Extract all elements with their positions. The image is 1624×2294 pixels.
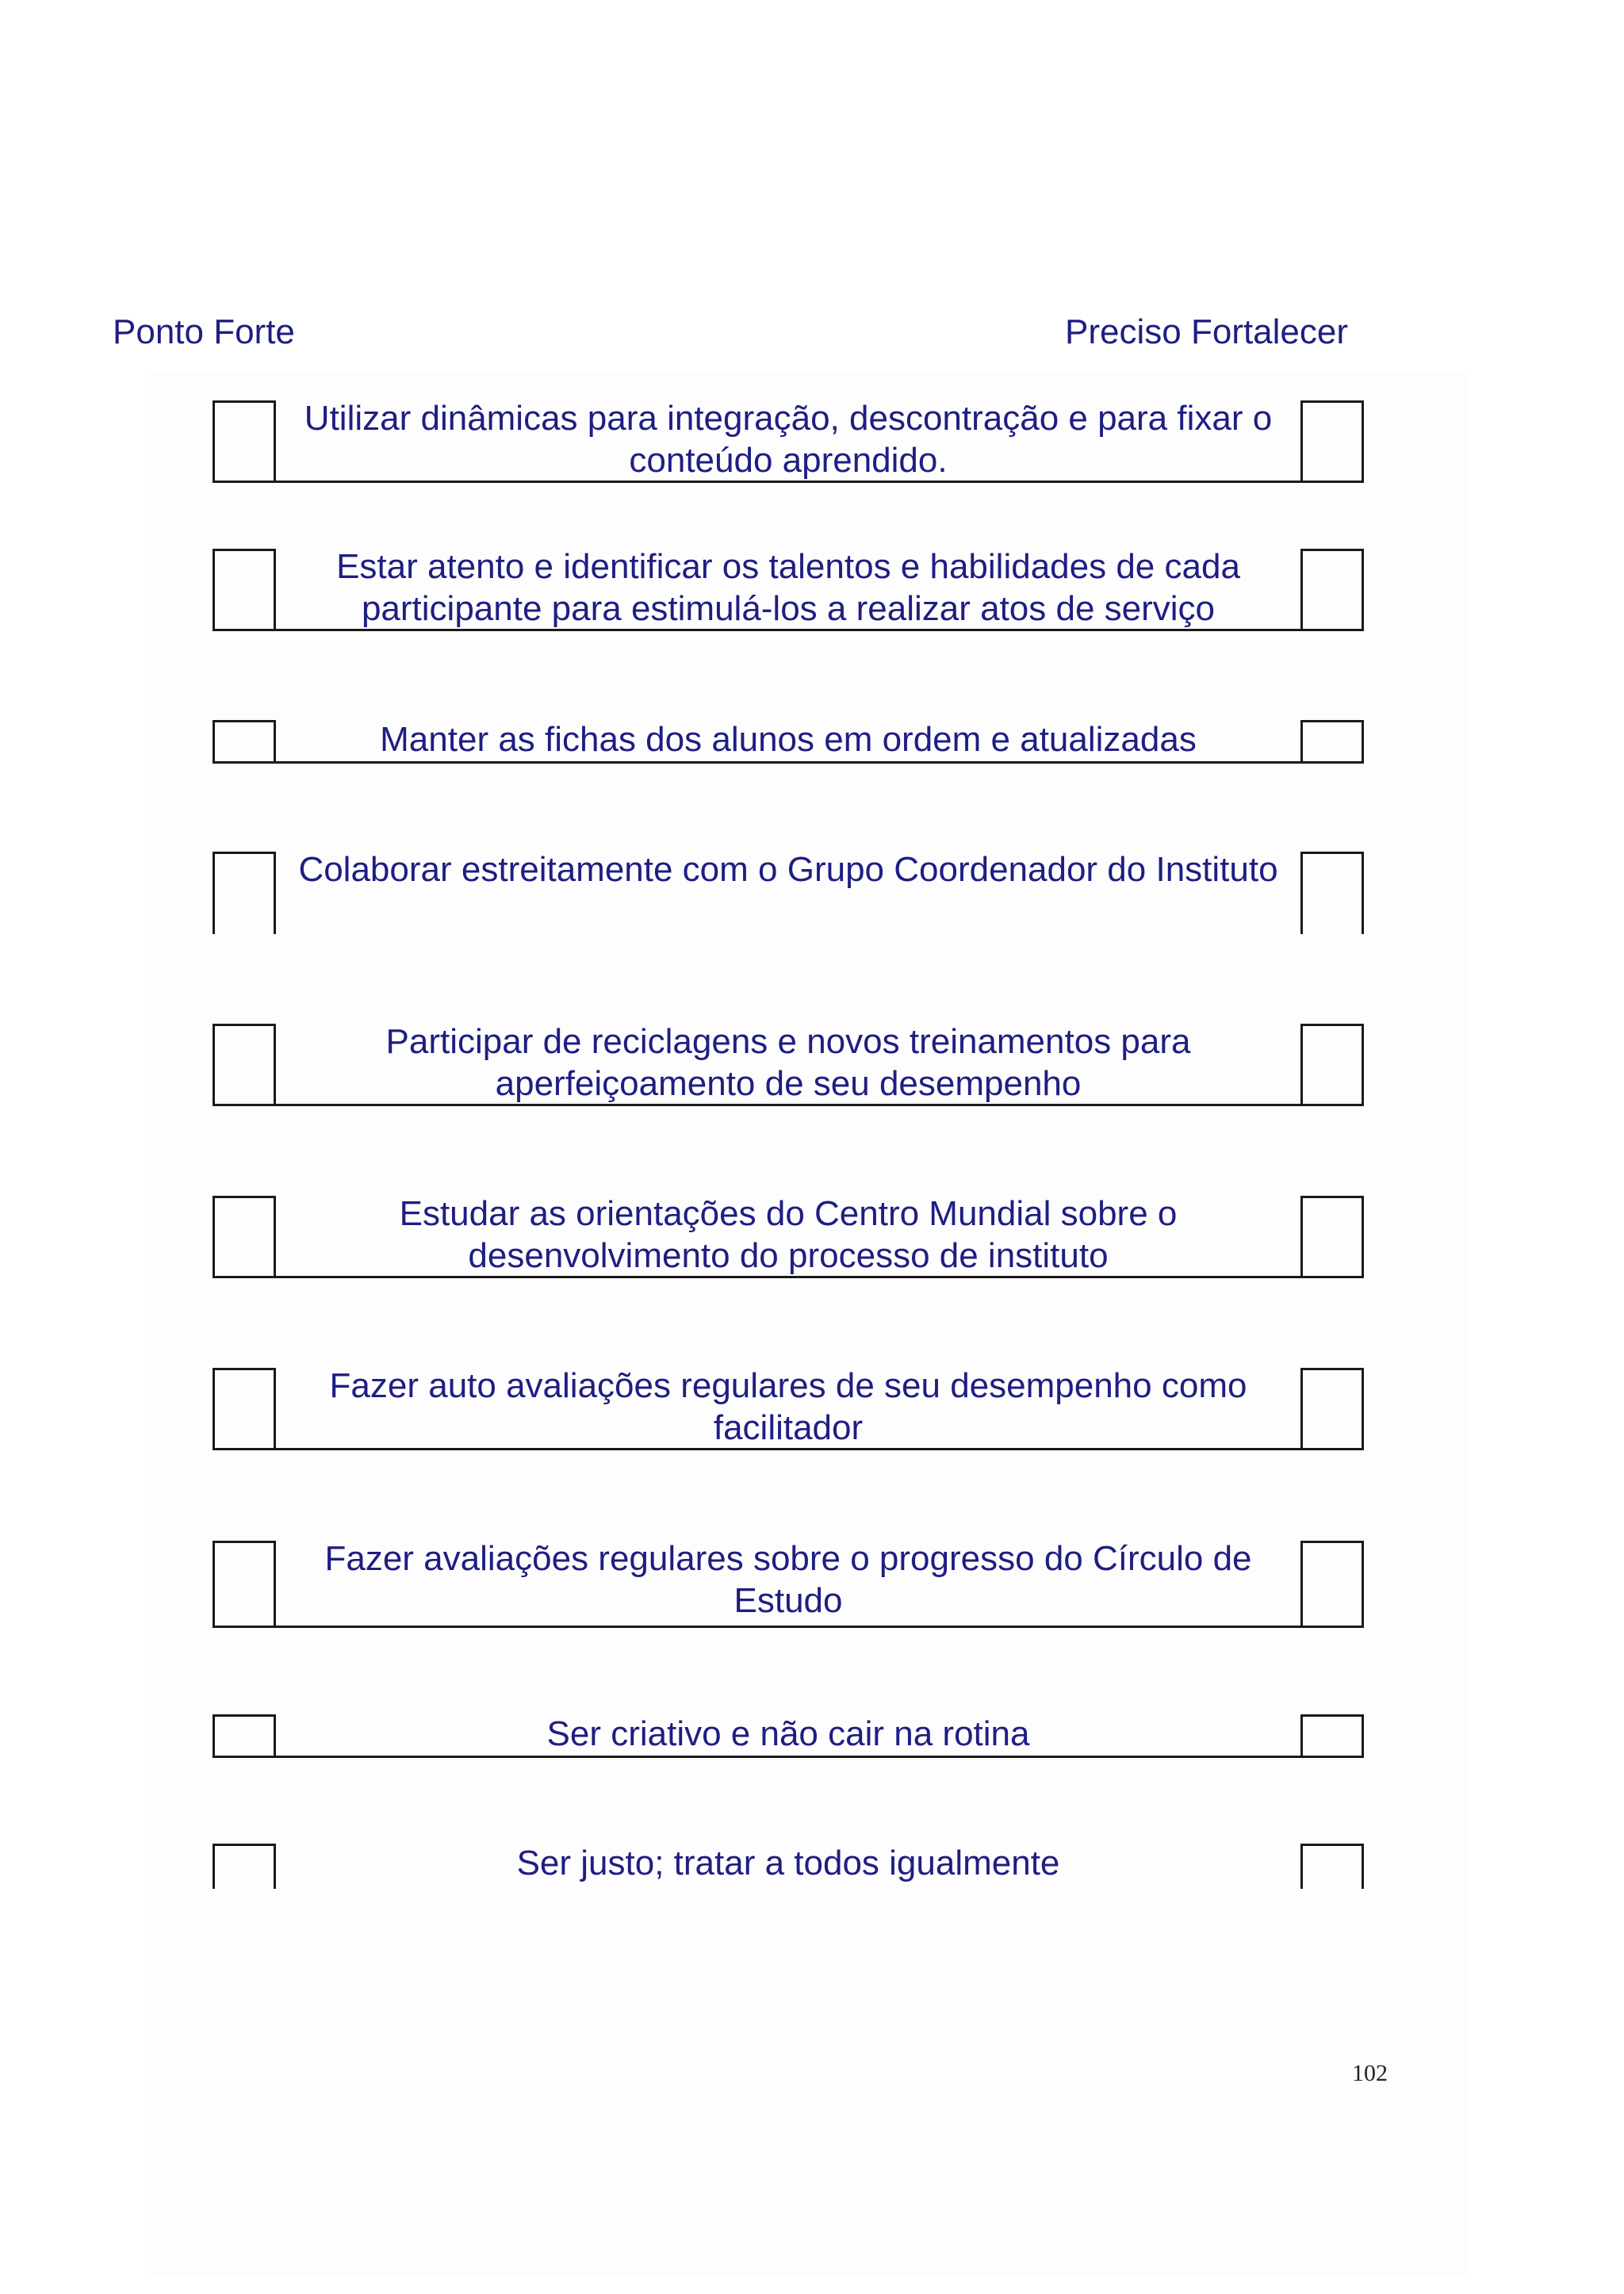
item-underline xyxy=(276,761,1300,764)
preciso-fortalecer-checkbox[interactable] xyxy=(1300,720,1364,764)
checklist-item xyxy=(213,1196,1364,1283)
item-text: Manter as fichas dos alunos em ordem e atualizadas xyxy=(380,720,1197,759)
checklist-item xyxy=(213,549,1364,636)
checklist-item xyxy=(213,1844,1364,1891)
preciso-fortalecer-checkbox[interactable] xyxy=(1300,1541,1364,1628)
checklist-item xyxy=(213,1714,1364,1762)
ponto-forte-checkbox[interactable] xyxy=(213,400,276,483)
ponto-forte-checkbox[interactable] xyxy=(213,852,276,934)
ponto-forte-checkbox[interactable] xyxy=(213,549,276,631)
item-underline xyxy=(276,481,1300,483)
item-text: Colaborar estreitamente com o Grupo Coordenador do Instituto xyxy=(298,850,1278,889)
checklist-item xyxy=(213,1541,1364,1630)
preciso-fortalecer-checkbox[interactable] xyxy=(1300,1844,1364,1889)
item-underline xyxy=(276,1104,1300,1106)
checklist-item xyxy=(213,1024,1364,1111)
checklist-item xyxy=(213,852,1364,939)
item-text: Participar de reciclagens e novos treinamentos para aperfeiçoamento de seu desempenho xyxy=(385,1022,1191,1103)
checklist-item xyxy=(213,1368,1364,1455)
ponto-forte-checkbox[interactable] xyxy=(213,1368,276,1450)
ponto-forte-checkbox[interactable] xyxy=(213,1196,276,1278)
item-text: Ser criativo e não cair na rotina xyxy=(546,1714,1030,1753)
item-text: Estar atento e identificar os talentos e habilidades de cada participante para estimulá-los a realizar atos de serviço xyxy=(336,547,1240,628)
preciso-fortalecer-checkbox[interactable] xyxy=(1300,1196,1364,1278)
preciso-fortalecer-checkbox[interactable] xyxy=(1300,549,1364,631)
item-underline xyxy=(276,1276,1300,1278)
item-text: Fazer auto avaliações regulares de seu desempenho como facilitador xyxy=(329,1366,1247,1447)
header-ponto-forte: Ponto Forte xyxy=(113,312,295,351)
preciso-fortalecer-checkbox[interactable] xyxy=(1300,1024,1364,1106)
ponto-forte-checkbox[interactable] xyxy=(213,720,276,764)
item-underline xyxy=(276,1448,1300,1450)
item-underline xyxy=(276,1626,1300,1628)
item-text: Fazer avaliações regulares sobre o progresso do Círculo de Estudo xyxy=(324,1539,1252,1620)
item-text: Estudar as orientações do Centro Mundial sobre o desenvolvimento do processo de instituto xyxy=(399,1194,1178,1275)
preciso-fortalecer-checkbox[interactable] xyxy=(1300,852,1364,934)
preciso-fortalecer-checkbox[interactable] xyxy=(1300,1714,1364,1758)
preciso-fortalecer-checkbox[interactable] xyxy=(1300,1368,1364,1450)
content-panel xyxy=(151,373,1467,2276)
page-number: 102 xyxy=(1352,2060,1388,2086)
ponto-forte-checkbox[interactable] xyxy=(213,1541,276,1628)
header-preciso-fortalecer: Preciso Fortalecer xyxy=(1065,312,1349,351)
item-text: Ser justo; tratar a todos igualmente xyxy=(516,1844,1060,1882)
ponto-forte-checkbox[interactable] xyxy=(213,1844,276,1889)
item-text: Utilizar dinâmicas para integração, descontração e para fixar o conteúdo aprendido. xyxy=(304,399,1273,480)
item-underline xyxy=(276,629,1300,631)
checklist-item xyxy=(213,720,1364,768)
checklist-item xyxy=(213,400,1364,488)
ponto-forte-checkbox[interactable] xyxy=(213,1714,276,1758)
preciso-fortalecer-checkbox[interactable] xyxy=(1300,400,1364,483)
ponto-forte-checkbox[interactable] xyxy=(213,1024,276,1106)
item-underline xyxy=(276,1756,1300,1758)
